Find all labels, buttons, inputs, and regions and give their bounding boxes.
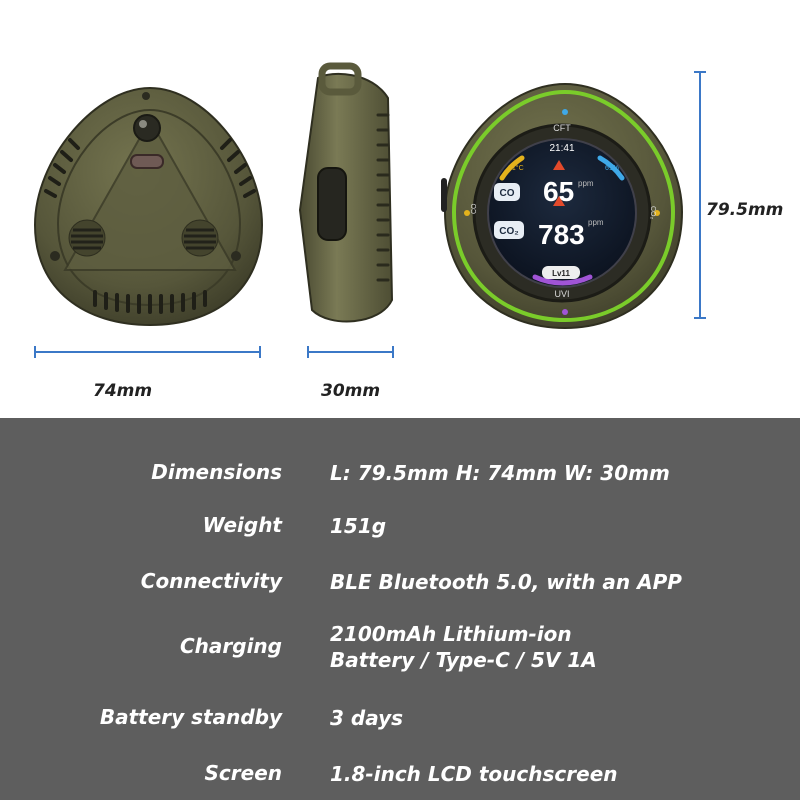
spec-label: Battery standby (99, 705, 282, 729)
lcd-screen (488, 139, 636, 287)
back-width-label: 74mm (93, 381, 153, 401)
right-side-label: CO₂ (649, 206, 656, 220)
spec-value: 3 days (330, 706, 404, 730)
spec-label: Screen (204, 761, 282, 785)
uvi-label: UVI (554, 289, 570, 299)
spec-value: 2100mAh Lithium-ion Battery / Type-C / 5V 1A (330, 622, 597, 672)
level-label: Lv11 (552, 269, 570, 278)
spec-value: L: 79.5mm H: 74mm W: 30mm (330, 461, 670, 485)
co2-label: CO₂ (499, 226, 519, 237)
spec-value: 151g (330, 514, 387, 538)
device-side-view (300, 66, 392, 321)
sensor-icon (134, 115, 160, 141)
side-width-label: 30mm (321, 381, 381, 401)
button-slot (131, 155, 163, 168)
cft-label: CFT (553, 123, 571, 133)
spec-label: Connectivity (140, 569, 282, 593)
co2-unit: ppm (588, 218, 604, 227)
spec-value: BLE Bluetooth 5.0, with an APP (330, 570, 682, 594)
speaker-grille-left (69, 220, 105, 256)
front-height-label: 79.5mm (706, 200, 784, 220)
humidity: 61% (605, 165, 620, 172)
device-back-view (35, 88, 262, 325)
speaker-grille-right (182, 220, 218, 256)
co-value: 65 (543, 176, 575, 207)
spec-value: 1.8-inch LCD touchscreen (330, 762, 618, 786)
spec-label: Weight (202, 513, 282, 537)
temperature: 31°C (508, 165, 524, 172)
spec-label: Dimensions (151, 460, 282, 484)
spec-panel (0, 418, 800, 800)
co-unit: ppm (578, 179, 594, 188)
co2-value: 783 (538, 219, 585, 250)
left-side-label: CO (471, 203, 478, 214)
spec-label: Charging (179, 634, 282, 658)
co-label: CO (499, 188, 515, 199)
clock-time: 21:41 (549, 143, 575, 154)
clip-icon (318, 168, 346, 240)
